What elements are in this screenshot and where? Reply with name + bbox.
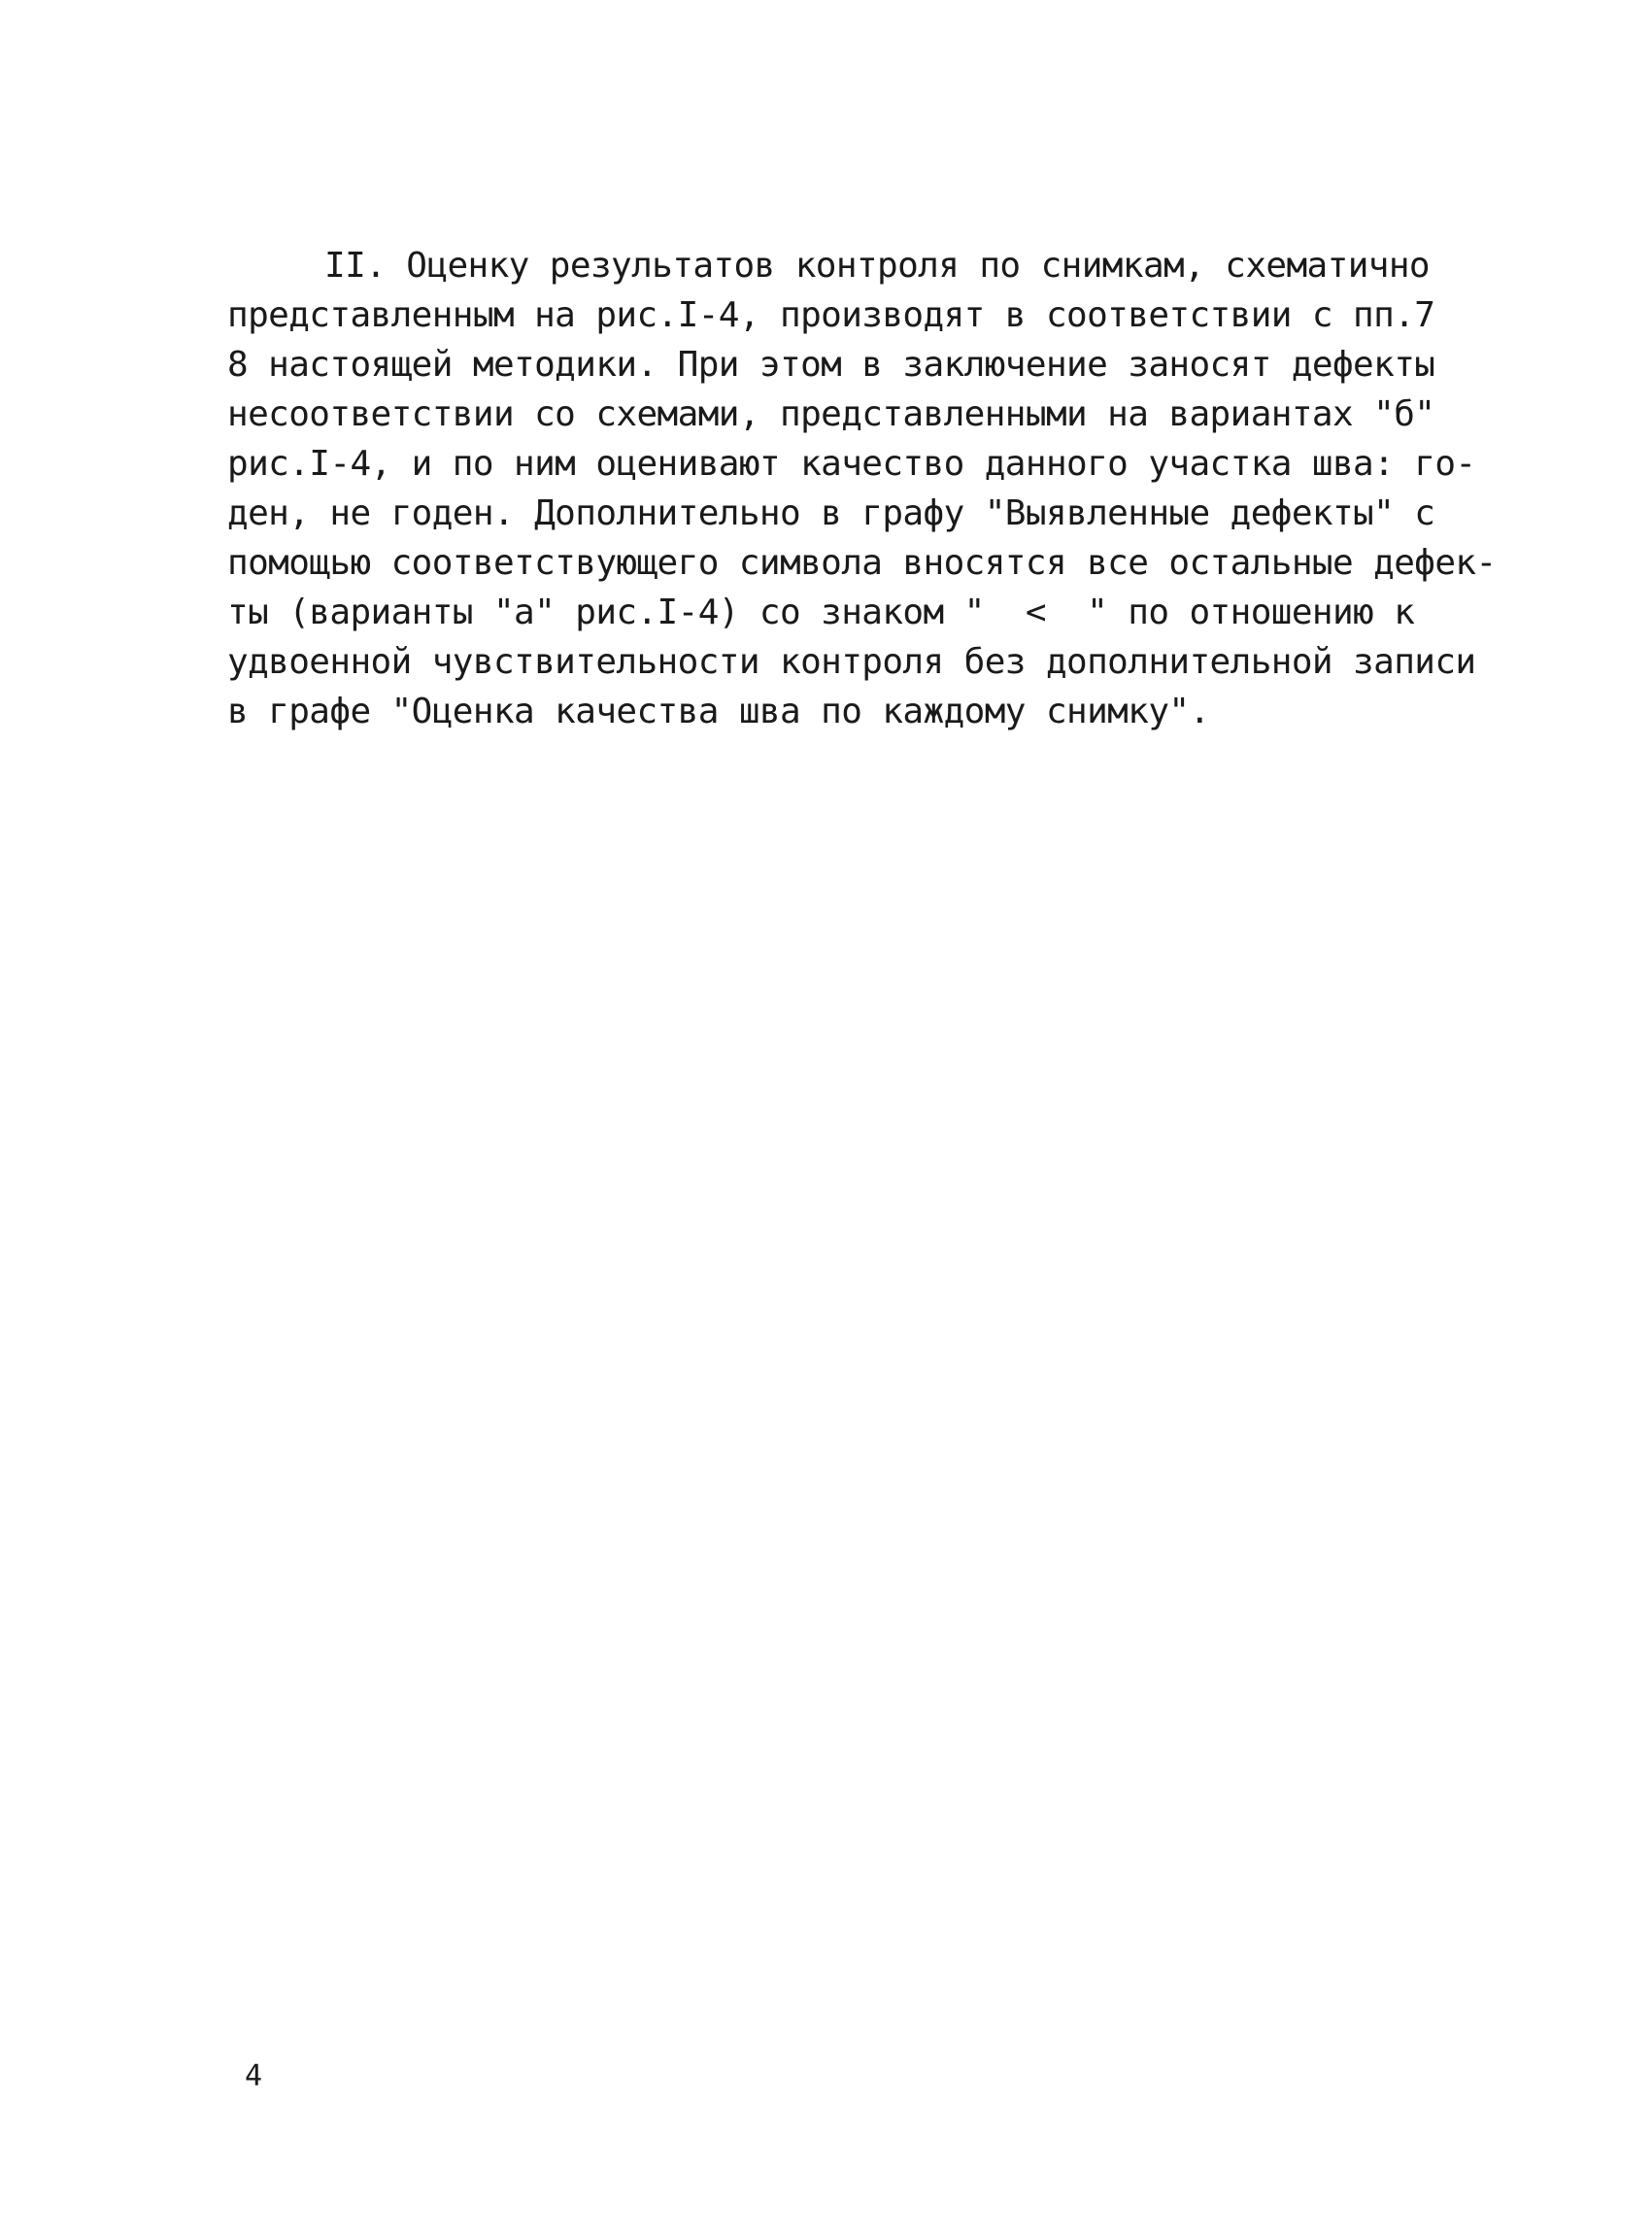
paragraph-line: представленным на рис.I-4, производят в соответствии с пп.7 <box>227 295 1435 335</box>
paragraph-line: в графе "Оценка качества шва по каждому снимку". <box>227 692 1210 731</box>
paragraph-line: несоответствии со схемами, представленными на вариантах "б" <box>227 394 1435 434</box>
paragraph-line: рис.I-4, и по ним оценивают качество данного участка шва: го- <box>227 444 1476 484</box>
paragraph-11 <box>227 241 1497 736</box>
paragraph-line: удвоенной чувствительности контроля без дополнительной записи <box>227 642 1476 682</box>
paragraph-line: ден, не годен. Дополнительно в графу "Выявленные дефекты" с <box>227 493 1435 533</box>
paragraph-line: ты (варианты "а" рис.I-4) со знаком " < " по отношению к <box>227 593 1415 632</box>
paragraph-line: помощью соответствующего символа вносятся все остальные дефек- <box>227 543 1497 583</box>
paragraph-line: 8 настоящей методики. При этом в заключение заносят дефекты <box>227 345 1435 385</box>
paragraph-line: II. Оценку результатов контроля по снимкам, схематично <box>324 246 1430 286</box>
page-number: 4 <box>245 2059 263 2093</box>
